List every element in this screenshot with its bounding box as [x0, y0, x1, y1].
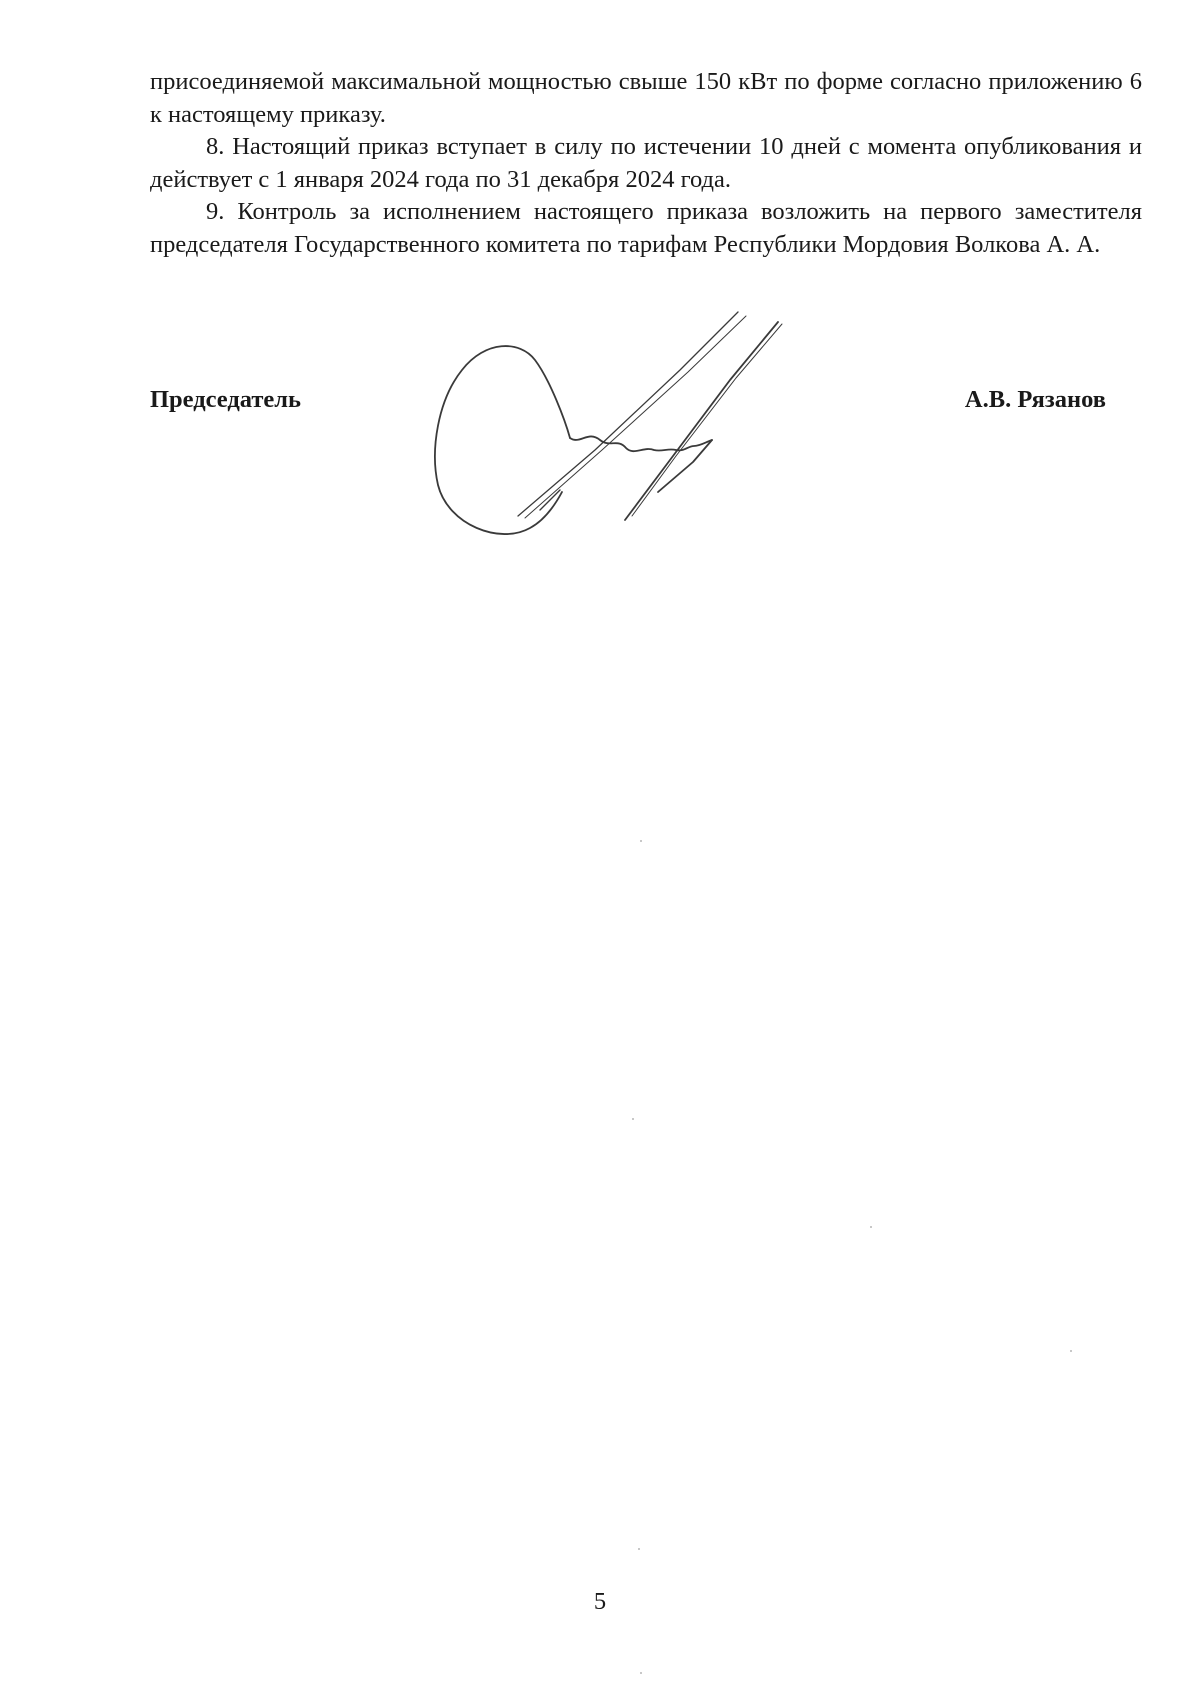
scan-speck	[640, 1672, 642, 1674]
scan-speck	[1070, 1350, 1072, 1352]
scan-speck	[640, 840, 642, 842]
scan-speck	[870, 1226, 872, 1228]
paragraph-8: 8. Настоящий приказ вступает в силу по истечении 10 дней с момента опубликования и действует с 1 января 2024 года по 31 декабря 2024 года.	[150, 133, 1142, 193]
signatory-name: А.В. Рязанов	[964, 386, 1106, 413]
handwritten-signature	[430, 300, 810, 540]
paragraph-9: 9. Контроль за исполнением настоящего приказа возложить на первого заместителя председателя Государственного комитета по тарифам Республики Мордовия Волкова А. А.	[150, 198, 1142, 258]
scan-speck	[638, 1548, 640, 1550]
signatory-title: Председатель	[150, 386, 301, 413]
document-body	[150, 66, 1142, 261]
scan-speck	[632, 1118, 634, 1120]
paragraph-7-continuation: присоединяемой максимальной мощностью свыше 150 кВт по форме согласно приложению 6 к настоящему приказу.	[150, 68, 1142, 128]
page-number: 5	[593, 1588, 607, 1615]
